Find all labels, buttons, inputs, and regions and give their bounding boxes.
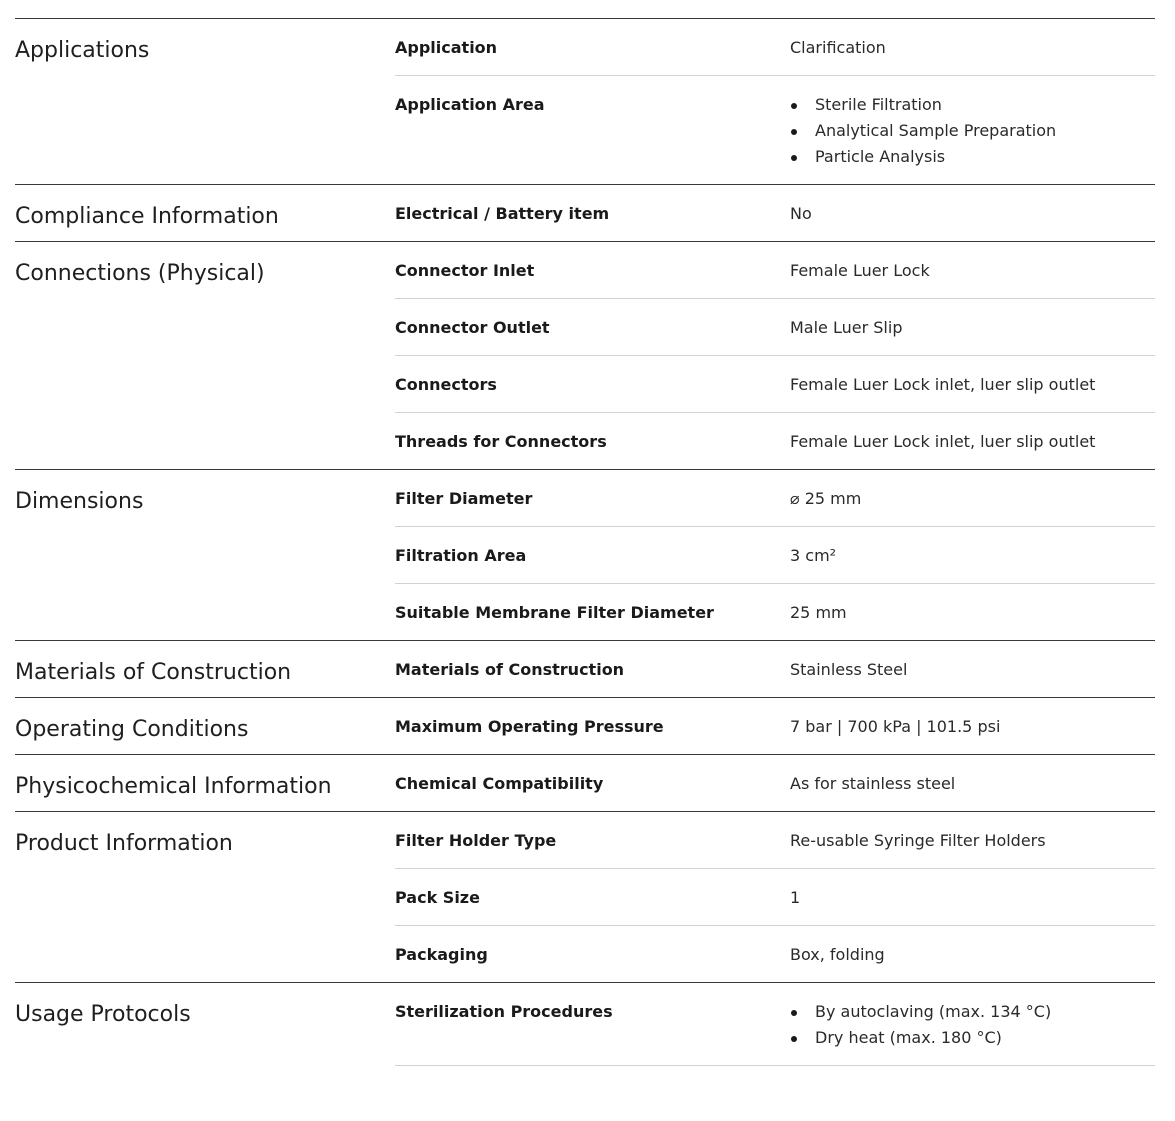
spec-row-value — [790, 95, 1155, 170]
spec-group-rows — [395, 641, 1155, 697]
spec-row-label: Filtration Area — [395, 546, 527, 565]
spec-value-list-item — [790, 118, 1155, 144]
spec-row-label: Packaging — [395, 945, 488, 964]
spec-row-value: 3 cm² — [790, 546, 837, 565]
spec-group-rows — [395, 698, 1155, 754]
bullet-icon — [791, 1036, 797, 1042]
spec-row-threads-for-connectors — [395, 413, 1155, 469]
spec-row-connectors — [395, 356, 1155, 413]
spec-group-rows — [395, 242, 1155, 469]
spec-row-materials-of-construction — [395, 641, 1155, 697]
spec-row-value: Stainless Steel — [790, 660, 908, 679]
spec-row-label: Sterilization Procedures — [395, 1002, 613, 1021]
spec-row-label: Connectors — [395, 375, 497, 394]
spec-row-filtration-area — [395, 527, 1155, 584]
spec-row-value: Female Luer Lock inlet, luer slip outlet — [790, 432, 1096, 451]
spec-group-physicochemical-information — [15, 755, 1155, 812]
spec-row-pack-size — [395, 869, 1155, 926]
spec-value-list-text: Analytical Sample Preparation — [815, 121, 1057, 140]
spec-group-rows — [395, 755, 1155, 811]
spec-group-title: Product Information — [15, 831, 233, 856]
spec-row-value: Box, folding — [790, 945, 885, 964]
spec-row-value: As for stainless steel — [790, 774, 956, 793]
bullet-icon — [791, 155, 797, 161]
spec-row-suitable-membrane-filter-diameter — [395, 584, 1155, 640]
spec-group-title: Physicochemical Information — [15, 774, 332, 799]
spec-value-list-text: By autoclaving (max. 134 °C) — [815, 1002, 1052, 1021]
spec-group-rows — [395, 185, 1155, 241]
spec-group-rows — [395, 812, 1155, 982]
spec-row-value — [790, 1002, 1155, 1051]
spec-group-product-information — [15, 812, 1155, 983]
spec-row-chemical-compatibility — [395, 755, 1155, 811]
spec-row-application-area — [395, 76, 1155, 184]
spec-row-value: Re-usable Syringe Filter Holders — [790, 831, 1046, 850]
spec-row-maximum-operating-pressure — [395, 698, 1155, 754]
spec-row-label: Filter Holder Type — [395, 831, 557, 850]
spec-row-label: Suitable Membrane Filter Diameter — [395, 603, 714, 622]
spec-row-connector-inlet — [395, 242, 1155, 299]
spec-value-list — [790, 999, 1155, 1051]
spec-row-value: Male Luer Slip — [790, 318, 903, 337]
spec-value-list-item — [790, 999, 1155, 1025]
spec-row-value: Female Luer Lock inlet, luer slip outlet — [790, 375, 1096, 394]
spec-group-operating-conditions — [15, 698, 1155, 755]
spec-group-compliance-information — [15, 185, 1155, 242]
spec-group-usage-protocols — [15, 983, 1155, 1066]
spec-group-title: Usage Protocols — [15, 1002, 191, 1027]
bullet-icon — [791, 129, 797, 135]
spec-row-value: 7 bar | 700 kPa | 101.5 psi — [790, 717, 1001, 736]
spec-value-list — [790, 92, 1155, 170]
spec-row-label: Maximum Operating Pressure — [395, 717, 664, 736]
specification-table — [15, 18, 1155, 1066]
spec-value-list-text: Sterile Filtration — [815, 95, 942, 114]
spec-row-label: Connector Inlet — [395, 261, 535, 280]
spec-value-list-item — [790, 92, 1155, 118]
spec-row-value: 25 mm — [790, 603, 847, 622]
spec-row-value: No — [790, 204, 812, 223]
spec-row-filter-holder-type — [395, 812, 1155, 869]
spec-row-packaging — [395, 926, 1155, 982]
spec-group-rows — [395, 19, 1155, 184]
spec-group-applications — [15, 19, 1155, 185]
spec-group-title: Compliance Information — [15, 204, 279, 229]
spec-group-connections-physical — [15, 242, 1155, 470]
bullet-icon — [791, 103, 797, 109]
spec-group-rows — [395, 983, 1155, 1066]
spec-row-label: Pack Size — [395, 888, 480, 907]
spec-group-title: Operating Conditions — [15, 717, 249, 742]
spec-value-list-text: Dry heat (max. 180 °C) — [815, 1028, 1002, 1047]
spec-row-connector-outlet — [395, 299, 1155, 356]
spec-value-list-item — [790, 1025, 1155, 1051]
spec-row-label: Threads for Connectors — [395, 432, 607, 451]
spec-row-sterilization-procedures — [395, 983, 1155, 1066]
spec-row-label: Filter Diameter — [395, 489, 533, 508]
spec-group-title: Connections (Physical) — [15, 261, 265, 286]
spec-value-list-item — [790, 144, 1155, 170]
spec-row-application — [395, 19, 1155, 76]
spec-group-materials-of-construction — [15, 641, 1155, 698]
spec-row-value: ⌀ 25 mm — [790, 489, 862, 508]
spec-row-label: Electrical / Battery item — [395, 204, 610, 223]
spec-row-value: 1 — [790, 888, 801, 907]
spec-row-value: Clarification — [790, 38, 886, 57]
spec-group-dimensions — [15, 470, 1155, 641]
spec-row-label: Application Area — [395, 95, 545, 114]
spec-row-value: Female Luer Lock — [790, 261, 930, 280]
spec-row-label: Application — [395, 38, 498, 57]
spec-row-label: Materials of Construction — [395, 660, 625, 679]
spec-row-label: Connector Outlet — [395, 318, 550, 337]
spec-group-title: Materials of Construction — [15, 660, 292, 685]
spec-group-title: Dimensions — [15, 489, 144, 514]
spec-row-label: Chemical Compatibility — [395, 774, 604, 793]
spec-group-rows — [395, 470, 1155, 640]
bullet-icon — [791, 1010, 797, 1016]
spec-value-list-text: Particle Analysis — [815, 147, 946, 166]
spec-group-title: Applications — [15, 38, 150, 63]
spec-row-filter-diameter — [395, 470, 1155, 527]
spec-row-electrical-battery-item — [395, 185, 1155, 241]
